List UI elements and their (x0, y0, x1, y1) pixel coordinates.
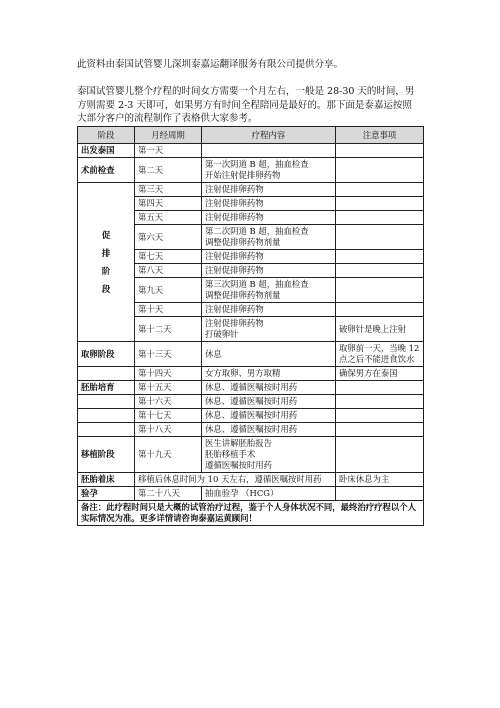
row-note (336, 395, 424, 409)
stage-implant: 胚胎着床 (78, 473, 135, 487)
row-content: 休息、遵循医嘱按时用药 (202, 381, 336, 395)
table-row (78, 381, 424, 395)
row-note (336, 423, 424, 437)
row-content: 注射促排卵药物 (202, 303, 336, 317)
table-row (78, 473, 424, 487)
row-day: 第十四天 (135, 367, 202, 381)
row-day: 第五天 (135, 211, 202, 225)
table-row (78, 395, 424, 409)
row-content: 注射促排卵药物 (202, 250, 336, 264)
row-content (202, 144, 336, 158)
row-content: 第一次阴道 B 超，抽血检查 开始注射促排卵药物 (202, 158, 336, 183)
stage-retrieve: 取卵阶段 (78, 342, 135, 367)
row-note: 确保男方在泰国 (336, 367, 424, 381)
row-note (336, 303, 424, 317)
row-note: 破卵针是晚上注射 (336, 317, 424, 342)
row-content: 注射促排卵药物 (202, 183, 336, 197)
row-note: 卧床休息为主 (336, 473, 424, 487)
stage-stimulation-label: 促排阶段 (101, 230, 111, 294)
row-day: 第八天 (135, 264, 202, 278)
row-note (336, 197, 424, 211)
stage-culture: 胚胎培育 (78, 381, 135, 395)
row-content: 医生讲解胚胎报告 胚胎移植手术 遵循医嘱按时用药 (202, 437, 336, 473)
row-day: 第十天 (135, 303, 202, 317)
row-content: 休息 (202, 342, 336, 367)
row-day: 第十八天 (135, 423, 202, 437)
row-day: 第一天 (135, 144, 202, 158)
row-day: 第十九天 (135, 437, 202, 473)
header-notes: 注意事项 (336, 127, 424, 144)
table-row (78, 423, 424, 437)
row-content: 注射促排卵药物 (202, 211, 336, 225)
row-note (336, 250, 424, 264)
row-note (336, 487, 424, 501)
row-day: 第七天 (135, 250, 202, 264)
table-row (78, 487, 424, 501)
row-day: 第十七天 (135, 409, 202, 423)
row-note: 取卵前一天，当晚 12 点之后不能进食饮水 (336, 342, 424, 367)
row-content: 注射促排卵药物 (202, 197, 336, 211)
row-note (336, 225, 424, 250)
table-row (78, 409, 424, 423)
row-note (336, 264, 424, 278)
intro-text: 此资料由泰国试管婴儿深圳泰嘉运翻译服务有限公司提供分享。 (77, 59, 344, 70)
table-row (78, 183, 424, 197)
row-day: 第三天 (135, 183, 202, 197)
row-day: 第十五天 (135, 381, 202, 395)
row-content: 女方取卵、男方取精 (202, 367, 336, 381)
table-row (78, 342, 424, 367)
stage-blank (78, 423, 135, 437)
stage-blank (78, 409, 135, 423)
table-row (78, 158, 424, 183)
row-note (336, 158, 424, 183)
table-row (78, 437, 424, 473)
row-day: 第十二天 (135, 317, 202, 342)
row-content: 第三次阴道 B 超，抽血检查 调整促排卵药物剂量 (202, 278, 336, 303)
stage-stimulation (78, 183, 135, 342)
remark: 备注：此疗程时间只是大概的试管治疗过程，鉴于个人身体状况不同，最终治疗疗程以个人实际情况为准。更多详情请咨询泰嘉运黄顾问！ (78, 501, 424, 526)
row-day: 第二十八天 (135, 487, 202, 501)
row-day: 第九天 (135, 278, 202, 303)
row-day: 第六天 (135, 225, 202, 250)
row-day: 第二天 (135, 158, 202, 183)
row-day: 第四天 (135, 197, 202, 211)
table-remark-row (78, 501, 424, 526)
table-row (78, 367, 424, 381)
row-note (336, 183, 424, 197)
stage-blank (78, 367, 135, 381)
stage-preop: 术前检查 (78, 158, 135, 183)
header-content: 疗程内容 (202, 127, 336, 144)
row-content: 休息、遵循医嘱按时用药 (202, 395, 336, 409)
row-day: 第十三天 (135, 342, 202, 367)
row-note (336, 211, 424, 225)
row-note (336, 278, 424, 303)
row-note (336, 381, 424, 395)
stage-depart: 出发泰国 (78, 144, 135, 158)
row-content: 移植后休息时间为 10 天左右，遵循医嘱按时用药 (135, 473, 336, 487)
row-content: 抽血验孕 （HCG） (202, 487, 336, 501)
header-cycle: 月经周期 (135, 127, 202, 144)
table-header-row (78, 127, 424, 144)
row-content: 休息、遵循医嘱按时用药 (202, 423, 336, 437)
row-note (336, 409, 424, 423)
stage-blank (78, 395, 135, 409)
stage-transfer: 移植阶段 (78, 437, 135, 473)
row-note (336, 437, 424, 473)
row-content: 休息、遵循医嘱按时用药 (202, 409, 336, 423)
stage-test: 验孕 (78, 487, 135, 501)
table-row (78, 144, 424, 158)
row-note (336, 144, 424, 158)
row-content: 注射促排卵药物 打破卵针 (202, 317, 336, 342)
row-content: 注射促排卵药物 (202, 264, 336, 278)
header-stage: 阶段 (78, 127, 135, 144)
schedule-table (77, 126, 424, 526)
row-day: 第十六天 (135, 395, 202, 409)
intro-paragraph: 泰国试管婴儿整个疗程的时间女方需要一个月左右，一般是 28-30 天的时间，男方则需要 2-3 天即可，如果男方有时间全程陪同是最好的。那下面是泰嘉运按照大部分客户的流程制作了表格供大家参考。 (77, 86, 415, 124)
row-content: 第二次阴道 B 超，抽血检查 调整促排卵药物剂量 (202, 225, 336, 250)
